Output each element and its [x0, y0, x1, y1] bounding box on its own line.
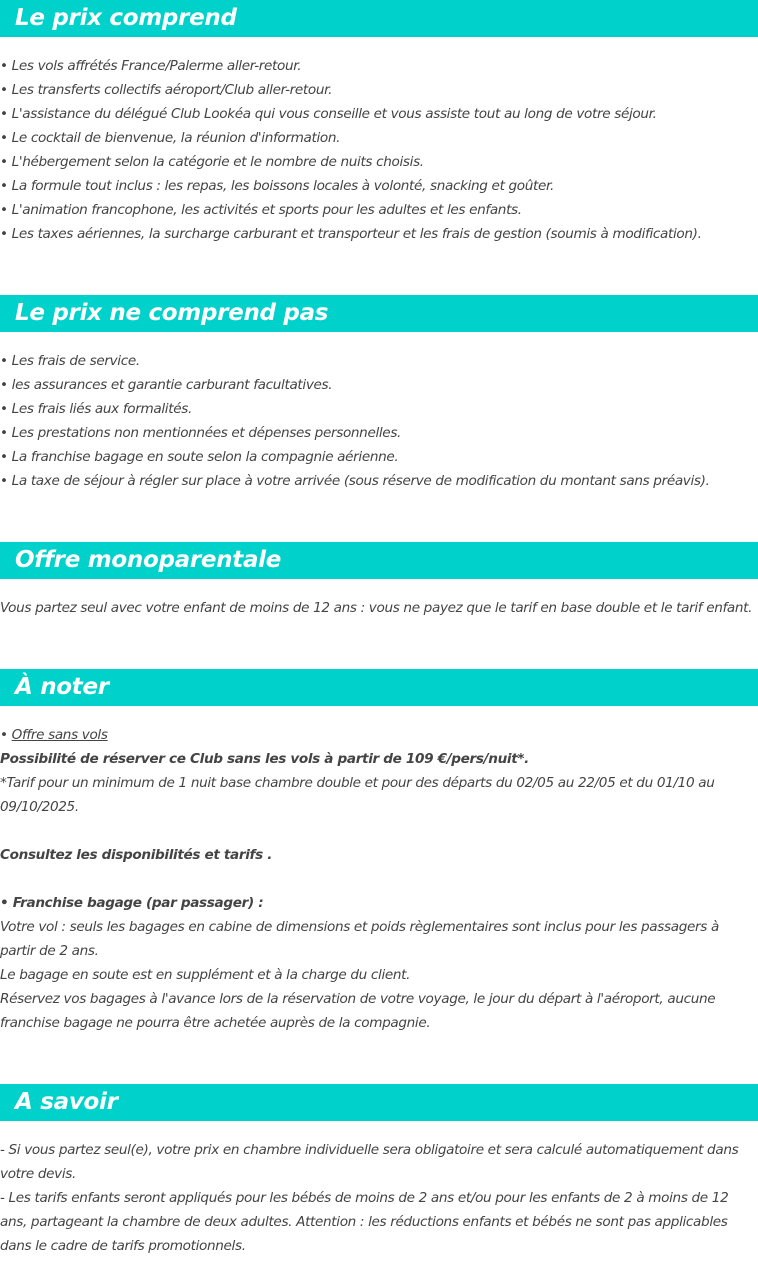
offer-note: *Tarif pour un minimum de 1 nuit base chambre double et pour des départs du 02/05 au 22/05 et du 01/10 au 09/10/2025. — [0, 775, 715, 815]
list-item: • La formule tout inclus : les repas, les boissons locales à volonté, snacking et goûter. — [0, 178, 554, 194]
section-note — [0, 669, 758, 1035]
offer-line: Possibilité de réserver ce Club sans les vols à partir de 109 €/pers/nuit*. — [0, 751, 529, 767]
section-title: Le prix comprend — [0, 0, 758, 37]
list-item: • La franchise bagage en soute selon la compagnie aérienne. — [0, 449, 399, 465]
section-price-excludes — [0, 295, 758, 493]
price-excludes-list — [0, 332, 758, 493]
section-price-includes — [0, 0, 758, 246]
list-item: • Les frais de service. — [0, 353, 140, 369]
spacer — [0, 819, 758, 843]
list-item: • Les transferts collectifs aéroport/Club aller-retour. — [0, 82, 333, 98]
section-title: Le prix ne comprend pas — [0, 295, 758, 332]
baggage-line: Réservez vos bagages à l'avance lors de la réservation de votre voyage, le jour du départ à l'aéroport, aucune franchise bagage ne pourra être achetée auprès de la compagnie. — [0, 991, 716, 1031]
single-parent-body — [0, 579, 758, 620]
baggage-line: Votre vol : seuls les bagages en cabine de dimensions et poids règlementaires sont inclus pour les passagers à partir de 2 ans. — [0, 919, 719, 959]
baggage-line: Le bagage en soute est en supplément et à la charge du client. — [0, 967, 411, 983]
list-item: • Les taxes aériennes, la surcharge carburant et transporteur et les frais de gestion (soumis à modification). — [0, 226, 702, 242]
single-parent-text: Vous partez seul avec votre enfant de moins de 12 ans : vous ne payez que le tarif en base double et le tarif enfant. — [0, 600, 753, 616]
list-item: • les assurances et garantie carburant facultatives. — [0, 377, 333, 393]
section-title: À noter — [0, 669, 758, 706]
list-item: • La taxe de séjour à régler sur place à votre arrivée (sous réserve de modification du montant sans préavis). — [0, 473, 710, 489]
list-item: • L'animation francophone, les activités et sports pour les adultes et les enfants. — [0, 202, 522, 218]
note-body — [0, 706, 758, 1035]
list-item: • Les prestations non mentionnées et dépenses personnelles. — [0, 425, 402, 441]
list-item: • L'assistance du délégué Club Lookéa qui vous conseille et vous assiste tout au long de votre séjour. — [0, 106, 657, 122]
spacer — [0, 867, 758, 891]
price-includes-list — [0, 37, 758, 246]
offer-without-flights-link[interactable]: Offre sans vols — [11, 727, 108, 743]
offer-heading — [0, 723, 758, 747]
section-title: Offre monoparentale — [0, 542, 758, 579]
list-item: • Les frais liés aux formalités. — [0, 401, 192, 417]
list-item: • L'hébergement selon la catégorie et le nombre de nuits choisis. — [0, 154, 424, 170]
section-good-to-know — [0, 1084, 758, 1258]
section-single-parent-offer — [0, 542, 758, 620]
section-title: A savoir — [0, 1084, 758, 1121]
list-item: - Les tarifs enfants seront appliqués pour les bébés de moins de 2 ans et/ou pour les enfants de 2 à moins de 12 ans, partageant la chambre de deux adultes. Attention : les réductions enfants et bébés ne sont pas applicables dans le cadre de tarifs promotionnels. — [0, 1190, 729, 1254]
baggage-heading: • Franchise bagage (par passager) : — [0, 895, 264, 911]
list-item: • Les vols affrétés France/Palerme aller-retour. — [0, 58, 302, 74]
good-to-know-body — [0, 1121, 758, 1258]
consult-availability-link[interactable]: Consultez les disponibilités et tarifs . — [0, 847, 273, 863]
list-item: - Si vous partez seul(e), votre prix en chambre individuelle sera obligatoire et sera calculé automatiquement dans votre devis. — [0, 1142, 739, 1182]
bullet: • — [0, 727, 12, 743]
list-item: • Le cocktail de bienvenue, la réunion d'information. — [0, 130, 341, 146]
